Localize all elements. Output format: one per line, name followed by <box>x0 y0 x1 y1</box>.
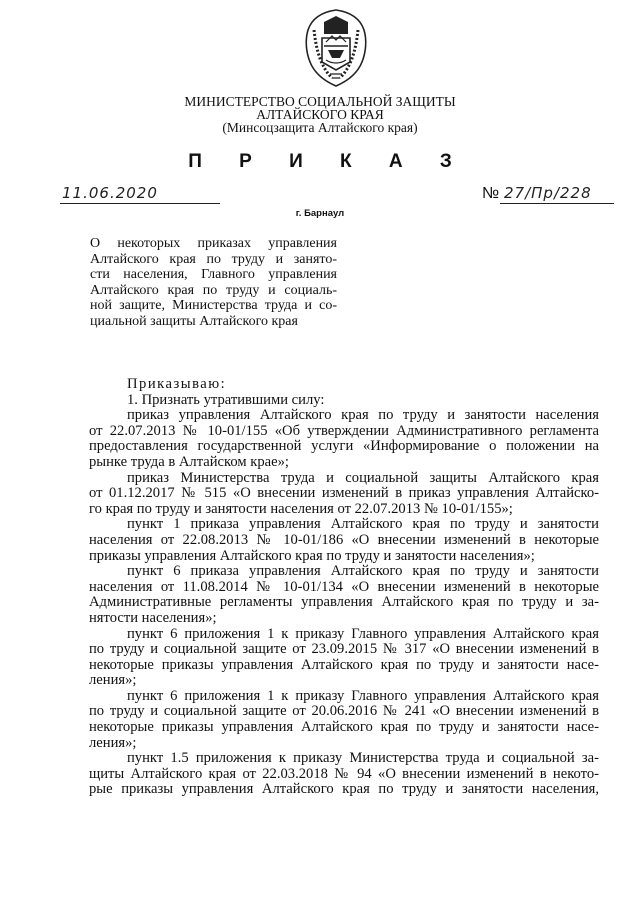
subject-line: ной защите, Министерства труда и со- <box>90 298 337 314</box>
body-line: по труду и социальной защите от 23.09.2015 № 317 «О внесении изменений в <box>89 641 599 658</box>
body-line: Административные регламенты управления Алтайского края по труду и за- <box>89 594 599 611</box>
ministry-name-line1: МИНИСТЕРСТВО СОЦИАЛЬНОЙ ЗАЩИТЫ <box>184 94 456 109</box>
body-line: приказы управления Алтайского края по труду и занятости населения»; <box>89 547 535 564</box>
body-line: щиты Алтайского края от 22.03.2018 № 94 «О внесении изменений в некото- <box>89 765 599 782</box>
body-line: пункт 1.5 приложения к приказу Министерства труда и социальной за- <box>127 750 599 767</box>
body-line: от 22.07.2013 № 10-01/155 «Об утверждении Административного регламента <box>89 422 599 439</box>
body-line: пункт 6 приказа управления Алтайского края по труду и занятости <box>127 563 599 580</box>
body-line: нятости населения»; <box>89 609 217 626</box>
body-line: приказ Министерства труда и социальной защиты Алтайского края <box>127 469 599 486</box>
body-line: рые приказы управления Алтайского края по труду и занятости населения, <box>89 781 599 798</box>
body-line: го края по труду и занятости населения от 22.07.2013 № 10-01/155»; <box>89 500 513 517</box>
body-line: 1. Признать утратившими силу: <box>127 391 325 408</box>
document-date: 11.06.2020 <box>62 184 158 202</box>
body-line: ления»; <box>89 672 137 689</box>
body-line: некоторые приказы управления Алтайского края по труду и занятости насе- <box>89 656 599 673</box>
city-label: г. Барнаул <box>295 208 345 219</box>
body-line: населения от 22.08.2013 № 10-01/186 «О внесении изменений в некоторые <box>89 531 599 548</box>
body-line: некоторые приказы управления Алтайского края по труду и занятости насе- <box>89 719 599 736</box>
body-line: предоставления государственной услуги «Информирование о положении на <box>89 438 599 455</box>
document-number: 27/Пр/228 <box>504 184 592 202</box>
altai-coat-of-arms-emblem <box>302 8 370 88</box>
ministry-name-line2: АЛТАЙСКОГО КРАЯ <box>256 107 384 122</box>
subject-line: сти населения, Главного управления <box>90 267 337 283</box>
document-body <box>89 377 599 798</box>
body-line: рынке труда в Алтайском крае»; <box>89 453 289 470</box>
ministry-short-name: (Минсоцзащита Алтайского края) <box>222 120 418 135</box>
body-line: от 01.12.2017 № 515 «О внесении изменений в приказ управления Алтайско- <box>89 485 599 502</box>
document-subject <box>90 236 337 330</box>
subject-line: Алтайского края по труду и занято- <box>90 251 337 267</box>
body-line: Приказываю: <box>127 376 227 392</box>
date-underline <box>60 203 220 204</box>
body-line: ления»; <box>89 734 137 751</box>
number-label: № <box>482 185 500 202</box>
body-line: приказ управления Алтайского края по труду и занятости населения <box>127 407 599 424</box>
body-line: пункт 6 приложения 1 к приказу Главного управления Алтайского края <box>127 687 599 704</box>
body-line: пункт 1 приказа управления Алтайского края по труду и занятости <box>127 516 599 533</box>
number-underline <box>500 203 614 204</box>
subject-line: циальной защиты Алтайского края <box>90 313 298 329</box>
body-line: населения от 11.08.2014 № 10-01/134 «О внесении изменений в некоторые <box>89 578 599 595</box>
subject-line: Алтайского края по труду и социаль- <box>90 282 337 298</box>
body-line: пункт 6 приложения 1 к приказу Главного управления Алтайского края <box>127 625 599 642</box>
subject-line: О некоторых приказах управления <box>90 236 337 251</box>
body-line: по труду и социальной защите от 20.06.2016 № 241 «О внесении изменений в <box>89 703 599 720</box>
document-type-title: П Р И К А З <box>188 151 468 172</box>
